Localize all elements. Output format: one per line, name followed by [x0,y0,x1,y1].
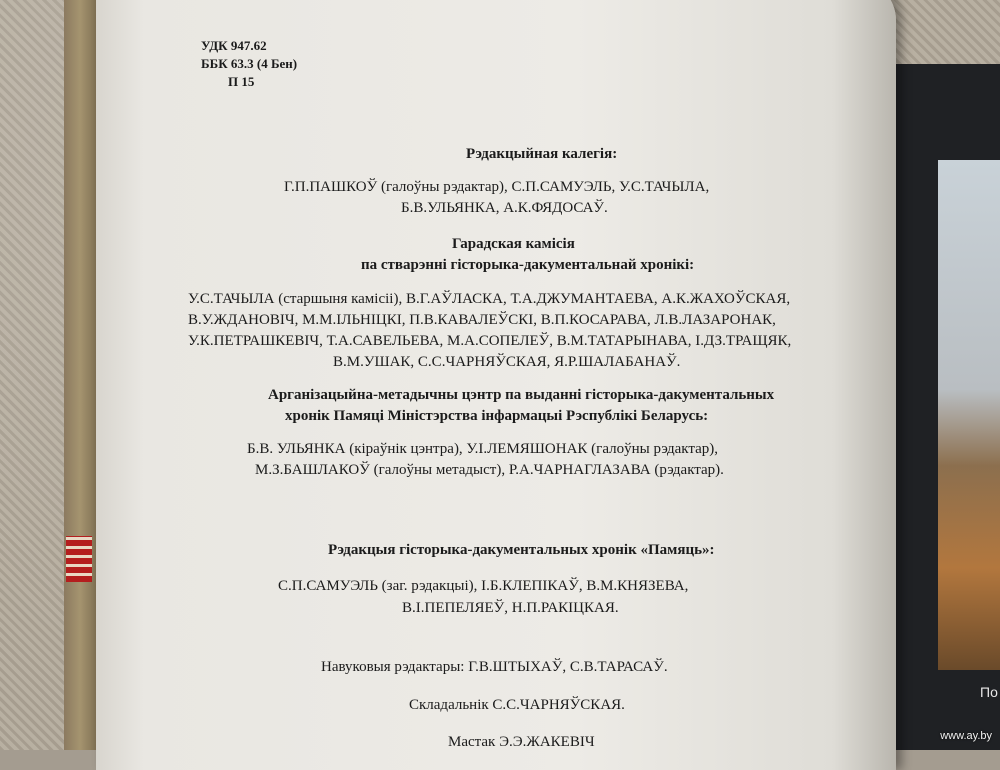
scientific-editors: Навуковыя рэдактары: Г.В.ШТЫХАЎ, С.В.ТАРАСАЎ. [321,659,668,675]
section-line: В.У.ЖДАНОВІЧ, М.М.ІЛЬНІЦКІ, П.В.КАВАЛЕЎСКІ, В.П.КОСАРАВА, Л.В.ЛАЗАРОНАК, [188,312,776,328]
red-ornament [66,536,92,582]
section-heading: Рэдакцыйная калегія: [466,146,618,162]
index-code: П 15 [228,74,255,89]
compiler: Складальнік С.С.ЧАРНЯЎСКАЯ. [409,697,625,713]
section-line: В.М.УШАК, С.С.ЧАРНЯЎСКАЯ, Я.Р.ШАЛАБАНАЎ. [333,354,681,370]
section-heading: Рэдакцыя гісторыка-дакументальных хронік «Памяць»: [328,542,715,558]
section-line: У.С.ТАЧЫЛА (старшыня камісіі), В.Г.АЎЛАСКА, Т.А.ДЖУМАНТАЕВА, А.К.ЖАХОЎСКАЯ, [188,291,791,307]
watermark: www.ay.by [940,730,992,742]
bbk-code: ББК 63.3 (4 Бен) [201,56,298,71]
section-line: М.З.БАШЛАКОЎ (галоўны метадыст), Р.А.ЧАРНАГЛАЗАВА (рэдактар). [255,462,724,478]
book-page [96,0,896,770]
section-line: Б.В.УЛЬЯНКА, А.К.ФЯДОСАЎ. [401,200,608,216]
section-line: Б.В. УЛЬЯНКА (кіраўнік цэнтра), У.І.ЛЕМЯШОНАК (галоўны рэдактар), [247,441,718,457]
section-line: С.П.САМУЭЛЬ (заг. рэдакцыі), І.Б.КЛЕПІКАЎ, В.М.КНЯЗЕВА, [278,578,689,594]
artist: Мастак Э.Э.ЖАКЕВІЧ [448,734,595,750]
adjacent-book-photo [938,160,1000,670]
udc-code: УДК 947.62 [201,38,267,53]
section-line: У.К.ПЕТРАШКЕВІЧ, Т.А.САВЕЛЬЕВА, М.А.СОПЕЛЕЎ, В.М.ТАТАРЫНАВА, І.ДЗ.ТРАЩЯК, [188,333,792,349]
section-heading: хронік Памяці Міністэрства інфармацыі Рэспублікі Беларусь: [285,408,709,424]
section-heading: па стварэнні гісторыка-дакументальнай хронікі: [361,257,695,273]
section-line: Г.П.ПАШКОЎ (галоўны рэдактар), С.П.САМУЭЛЬ, У.С.ТАЧЫЛА, [284,179,710,195]
section-heading: Гарадская камісія [452,236,575,252]
section-line: В.І.ПЕПЕЛЯЕЎ, Н.П.РАКІЦКАЯ. [402,600,619,616]
section-heading: Арганізацыйна-метадычны цэнтр па выданні гісторыка-дакументальных [268,387,775,403]
photo-caption: По [980,684,998,700]
